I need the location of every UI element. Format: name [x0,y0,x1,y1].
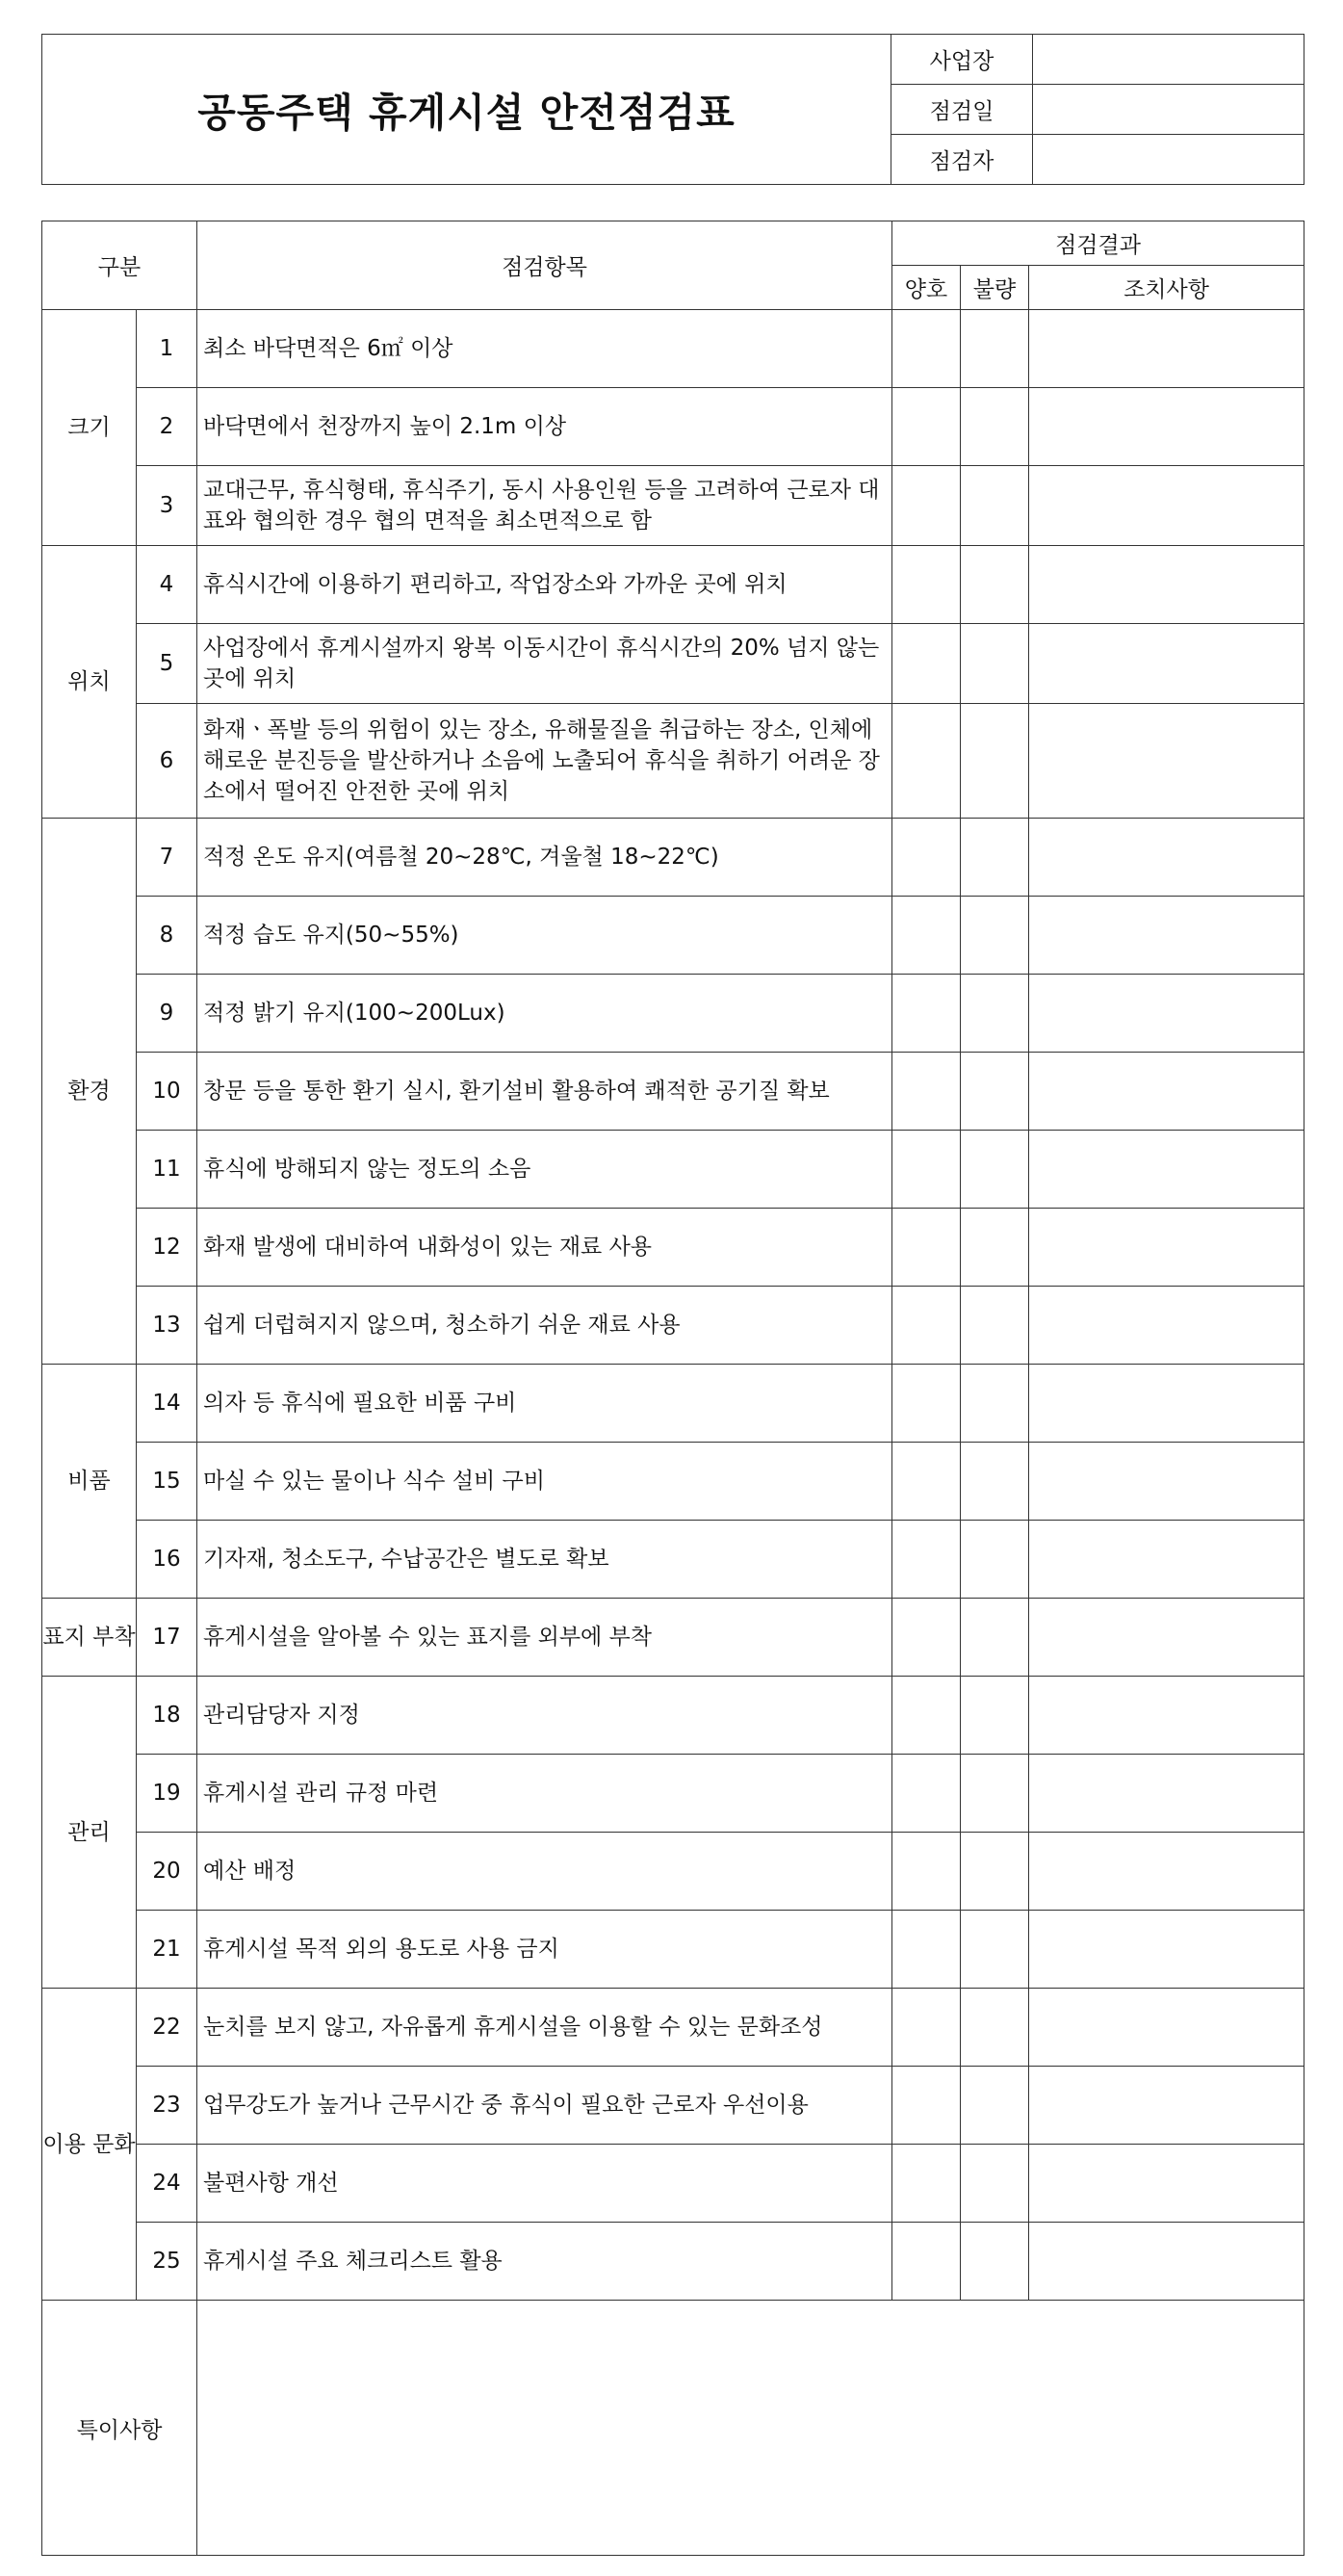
item-number: 12 [137,1209,197,1287]
table-row [42,1131,1304,1209]
table-row [42,1053,1304,1131]
category-cell: 관리 [42,1677,137,1989]
table-row [42,1989,1304,2067]
bad-check-cell[interactable] [961,466,1029,546]
item-number: 9 [137,975,197,1053]
meta-label-site: 사업장 [891,35,1033,85]
action-cell[interactable] [1029,1365,1304,1443]
item-text: 마실 수 있는 물이나 식수 설비 구비 [197,1443,892,1521]
bad-check-cell[interactable] [961,1755,1029,1833]
notes-field[interactable] [197,2301,1304,2556]
item-text: 기자재, 청소도구, 수납공간은 별도로 확보 [197,1521,892,1599]
bad-check-cell[interactable] [961,975,1029,1053]
item-text: 예산 배정 [197,1833,892,1911]
action-cell[interactable] [1029,1053,1304,1131]
table-row [42,1287,1304,1365]
table-row [42,310,1304,388]
item-number: 4 [137,546,197,624]
good-check-cell[interactable] [892,1599,961,1677]
header-table [41,34,1304,185]
good-check-cell[interactable] [892,546,961,624]
table-row [42,546,1304,624]
good-check-cell[interactable] [892,310,961,388]
bad-check-cell[interactable] [961,2223,1029,2301]
item-number: 17 [137,1599,197,1677]
good-check-cell[interactable] [892,2067,961,2145]
table-row [42,1833,1304,1911]
action-cell[interactable] [1029,819,1304,897]
notes-label: 특이사항 [42,2301,197,2556]
action-cell[interactable] [1029,1521,1304,1599]
good-check-cell[interactable] [892,2145,961,2223]
table-row [42,1521,1304,1599]
item-number: 3 [137,466,197,546]
good-check-cell[interactable] [892,1209,961,1287]
bad-check-cell[interactable] [961,1911,1029,1989]
col-header-good: 양호 [892,266,961,310]
action-cell[interactable] [1029,1443,1304,1521]
meta-label-inspector: 점검자 [891,135,1033,185]
action-cell[interactable] [1029,310,1304,388]
item-number: 11 [137,1131,197,1209]
good-check-cell[interactable] [892,1443,961,1521]
table-row [42,975,1304,1053]
meta-value-date[interactable] [1033,85,1304,135]
item-text: 의자 등 휴식에 필요한 비품 구비 [197,1365,892,1443]
action-cell[interactable] [1029,1599,1304,1677]
good-check-cell[interactable] [892,1287,961,1365]
action-cell[interactable] [1029,1755,1304,1833]
table-row [42,1365,1304,1443]
item-number: 10 [137,1053,197,1131]
table-row [42,1755,1304,1833]
bad-check-cell[interactable] [961,1365,1029,1443]
item-number: 19 [137,1755,197,1833]
action-cell[interactable] [1029,624,1304,704]
item-text: 휴게시설 주요 체크리스트 활용 [197,2223,892,2301]
table-row [42,624,1304,704]
table-row [42,1443,1304,1521]
item-text: 화재 발생에 대비하여 내화성이 있는 재료 사용 [197,1209,892,1287]
item-number: 21 [137,1911,197,1989]
bad-check-cell[interactable] [961,1287,1029,1365]
category-cell: 표지 부착 [42,1599,137,1677]
good-check-cell[interactable] [892,2223,961,2301]
bad-check-cell[interactable] [961,2067,1029,2145]
item-text: 창문 등을 통한 환기 실시, 환기설비 활용하여 쾌적한 공기질 확보 [197,1053,892,1131]
bad-check-cell[interactable] [961,546,1029,624]
good-check-cell[interactable] [892,1053,961,1131]
bad-check-cell[interactable] [961,388,1029,466]
col-header-category: 구분 [42,221,197,310]
table-row [42,1677,1304,1755]
col-header-bad: 불량 [961,266,1029,310]
item-text: 사업장에서 휴게시설까지 왕복 이동시간이 휴식시간의 20% 넘지 않는 곳에 위치 [197,624,892,704]
good-check-cell[interactable] [892,1989,961,2067]
table-row [42,1209,1304,1287]
item-text: 휴게시설을 알아볼 수 있는 표지를 외부에 부착 [197,1599,892,1677]
good-check-cell[interactable] [892,1365,961,1443]
bad-check-cell[interactable] [961,1677,1029,1755]
item-text: 적정 밝기 유지(100~200Lux) [197,975,892,1053]
bad-check-cell[interactable] [961,1443,1029,1521]
category-cell: 이용 문화 [42,1989,137,2301]
item-text: 관리담당자 지정 [197,1677,892,1755]
bad-check-cell[interactable] [961,704,1029,819]
action-cell[interactable] [1029,388,1304,466]
item-text: 적정 온도 유지(여름철 20~28℃, 겨울철 18~22℃) [197,819,892,897]
item-text: 휴식에 방해되지 않는 정도의 소음 [197,1131,892,1209]
good-check-cell[interactable] [892,466,961,546]
checklist-table [41,221,1304,2556]
bad-check-cell[interactable] [961,1833,1029,1911]
item-number: 14 [137,1365,197,1443]
bad-check-cell[interactable] [961,1599,1029,1677]
item-text: 교대근무, 휴식형태, 휴식주기, 동시 사용인원 등을 고려하여 근로자 대표와 협의한 경우 협의 면적을 최소면적으로 함 [197,466,892,546]
bad-check-cell[interactable] [961,819,1029,897]
item-number: 5 [137,624,197,704]
item-text: 쉽게 더럽혀지지 않으며, 청소하기 쉬운 재료 사용 [197,1287,892,1365]
item-number: 8 [137,897,197,975]
action-cell[interactable] [1029,2067,1304,2145]
table-row [42,819,1304,897]
item-number: 16 [137,1521,197,1599]
good-check-cell[interactable] [892,1755,961,1833]
item-number: 22 [137,1989,197,2067]
item-number: 6 [137,704,197,819]
item-number: 23 [137,2067,197,2145]
good-check-cell[interactable] [892,388,961,466]
action-cell[interactable] [1029,1209,1304,1287]
action-cell[interactable] [1029,546,1304,624]
item-number: 2 [137,388,197,466]
good-check-cell[interactable] [892,1911,961,1989]
bad-check-cell[interactable] [961,1053,1029,1131]
category-cell: 위치 [42,546,137,819]
good-check-cell[interactable] [892,624,961,704]
table-row [42,897,1304,975]
item-number: 13 [137,1287,197,1365]
item-text: 휴게시설 관리 규정 마련 [197,1755,892,1833]
item-number: 1 [137,310,197,388]
table-row [42,388,1304,466]
action-cell[interactable] [1029,1131,1304,1209]
action-cell[interactable] [1029,2223,1304,2301]
action-cell[interactable] [1029,2145,1304,2223]
good-check-cell[interactable] [892,1521,961,1599]
meta-value-inspector[interactable] [1033,135,1304,185]
item-text: 최소 바닥면적은 6㎡ 이상 [197,310,892,388]
col-header-result: 점검결과 [892,221,1304,266]
item-number: 18 [137,1677,197,1755]
action-cell[interactable] [1029,897,1304,975]
good-check-cell[interactable] [892,897,961,975]
bad-check-cell[interactable] [961,1521,1029,1599]
table-row [42,1911,1304,1989]
action-cell[interactable] [1029,975,1304,1053]
item-text: 바닥면에서 천장까지 높이 2.1m 이상 [197,388,892,466]
bad-check-cell[interactable] [961,1209,1029,1287]
table-row [42,2145,1304,2223]
item-text: 화재ㆍ폭발 등의 위험이 있는 장소, 유해물질을 취급하는 장소, 인체에 해로운 분진등을 발산하거나 소음에 노출되어 휴식을 취하기 어려운 장소에서 떨어진 안전한 곳에 위치 [197,704,892,819]
col-header-item: 점검항목 [197,221,892,310]
good-check-cell[interactable] [892,975,961,1053]
table-row [42,704,1304,819]
action-cell[interactable] [1029,1911,1304,1989]
item-text: 휴게시설 목적 외의 용도로 사용 금지 [197,1911,892,1989]
item-number: 7 [137,819,197,897]
category-cell: 환경 [42,819,137,1365]
meta-label-date: 점검일 [891,85,1033,135]
item-text: 업무강도가 높거나 근무시간 중 휴식이 필요한 근로자 우선이용 [197,2067,892,2145]
good-check-cell[interactable] [892,1833,961,1911]
table-row [42,2067,1304,2145]
bad-check-cell[interactable] [961,1989,1029,2067]
item-number: 24 [137,2145,197,2223]
item-text: 불편사항 개선 [197,2145,892,2223]
action-cell[interactable] [1029,466,1304,546]
table-row [42,1599,1304,1677]
table-row [42,2223,1304,2301]
category-cell: 비품 [42,1365,137,1599]
good-check-cell[interactable] [892,704,961,819]
page-title: 공동주택 휴게시설 안전점검표 [42,35,891,185]
category-cell: 크기 [42,310,137,546]
item-number: 25 [137,2223,197,2301]
col-header-action: 조치사항 [1029,266,1304,310]
meta-value-site[interactable] [1033,35,1304,85]
bad-check-cell[interactable] [961,310,1029,388]
bad-check-cell[interactable] [961,2145,1029,2223]
checklist-body [42,310,1304,2301]
table-row [42,466,1304,546]
action-cell[interactable] [1029,1833,1304,1911]
item-number: 20 [137,1833,197,1911]
good-check-cell[interactable] [892,819,961,897]
action-cell[interactable] [1029,1287,1304,1365]
item-number: 15 [137,1443,197,1521]
item-text: 적정 습도 유지(50~55%) [197,897,892,975]
action-cell[interactable] [1029,704,1304,819]
action-cell[interactable] [1029,1677,1304,1755]
bad-check-cell[interactable] [961,624,1029,704]
action-cell[interactable] [1029,1989,1304,2067]
good-check-cell[interactable] [892,1131,961,1209]
bad-check-cell[interactable] [961,1131,1029,1209]
bad-check-cell[interactable] [961,897,1029,975]
good-check-cell[interactable] [892,1677,961,1755]
item-text: 휴식시간에 이용하기 편리하고, 작업장소와 가까운 곳에 위치 [197,546,892,624]
item-text: 눈치를 보지 않고, 자유롭게 휴게시설을 이용할 수 있는 문화조성 [197,1989,892,2067]
